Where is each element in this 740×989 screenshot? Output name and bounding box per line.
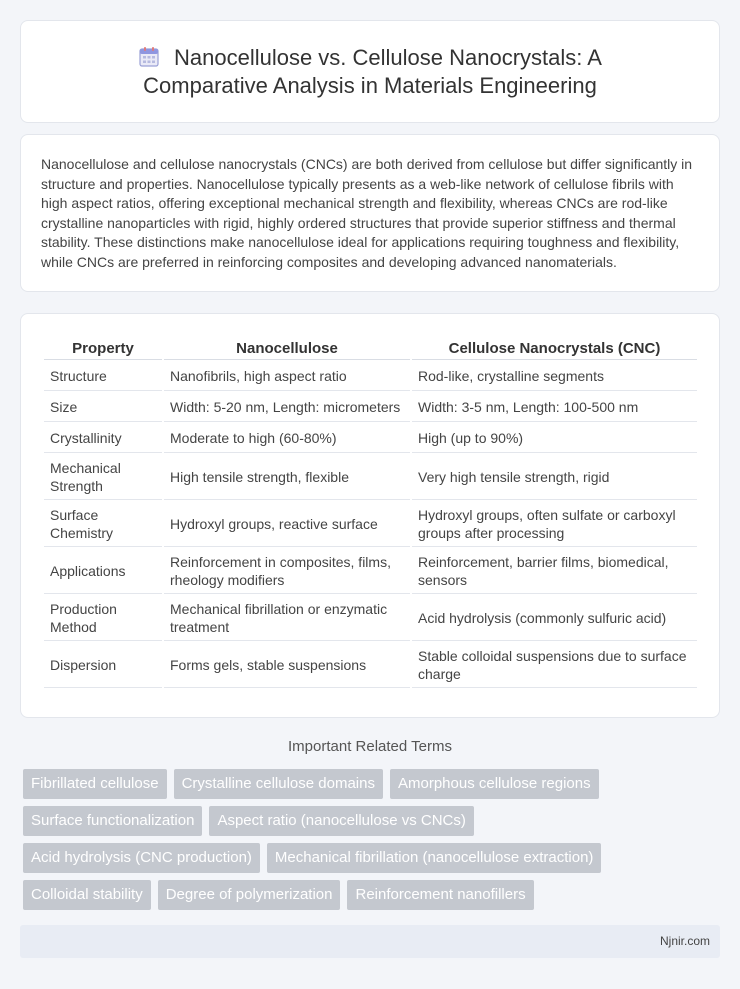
term-tag[interactable]: Acid hydrolysis (CNC production) [23,843,260,873]
comparison-table [42,333,699,690]
table-row [44,643,697,688]
term-tag[interactable]: Degree of polymerization [158,880,341,910]
column-header-cnc: Cellulose Nanocrystals (CNC) [412,335,697,360]
table-row [44,393,697,422]
cell-property: Production Method [44,596,162,641]
cell-property: Dispersion [44,643,162,688]
table-row [44,596,697,641]
cell-cnc: High (up to 90%) [412,424,697,453]
cell-cnc: Very high tensile strength, rigid [412,455,697,500]
cell-nanocellulose: Forms gels, stable suspensions [164,643,410,688]
cell-property: Size [44,393,162,422]
term-tag[interactable]: Colloidal stability [23,880,151,910]
comparison-table-card [20,313,720,718]
page-title-text: Nanocellulose vs. Cellulose Nanocrystals: A Comparative Analysis in Materials Engineering [143,44,602,98]
calendar-icon [138,46,160,68]
table-row [44,502,697,547]
cell-property: Applications [44,549,162,594]
term-tag[interactable]: Fibrillated cellulose [23,769,167,799]
cell-property: Structure [44,362,162,391]
cell-cnc: Hydroxyl groups, often sulfate or carboxyl groups after processing [412,502,697,547]
table-row [44,455,697,500]
cell-cnc: Width: 3-5 nm, Length: 100-500 nm [412,393,697,422]
column-header-property: Property [44,335,162,360]
page-title [81,44,659,100]
term-tag[interactable]: Reinforcement nanofillers [347,880,533,910]
term-row [23,843,723,873]
term-row [23,806,723,836]
footer-site-name[interactable]: Njnir.com [659,934,710,948]
cell-nanocellulose: Reinforcement in composites, films, rheology modifiers [164,549,410,594]
term-tag[interactable]: Aspect ratio (nanocellulose vs CNCs) [209,806,473,836]
term-row [23,880,723,910]
intro-paragraph: Nanocellulose and cellulose nanocrystals (CNCs) are both derived from cellulose but differ significantly in structure and properties. Nanocellulose typically presents as a web-like network of cellulose fibrils with high aspect ratios, offering exceptional mechanical strength and flexibility, whereas CNCs are rod-like crystalline nanoparticles with rigid, highly ordered structures that provide superior stiffness and thermal stability. These distinctions make nanocellulose ideal for applications requiring toughness and flexibility, while CNCs are preferred in reinforcing composites and developing advanced nanomaterials. [41,156,693,270]
term-tag[interactable]: Crystalline cellulose domains [174,769,383,799]
cell-nanocellulose: High tensile strength, flexible [164,455,410,500]
intro-card [20,134,720,292]
cell-nanocellulose: Width: 5-20 nm, Length: micrometers [164,393,410,422]
cell-property: Surface Chemistry [44,502,162,547]
cell-property: Crystallinity [44,424,162,453]
cell-cnc: Acid hydrolysis (commonly sulfuric acid) [412,596,697,641]
cell-cnc: Rod-like, crystalline segments [412,362,697,391]
table-row [44,362,697,391]
term-row [23,769,723,799]
cell-nanocellulose: Moderate to high (60-80%) [164,424,410,453]
cell-nanocellulose: Mechanical fibrillation or enzymatic treatment [164,596,410,641]
term-tag[interactable]: Mechanical fibrillation (nanocellulose extraction) [267,843,602,873]
related-terms-heading: Important Related Terms [288,738,452,755]
term-tag[interactable]: Amorphous cellulose regions [390,769,599,799]
table-header-row [44,335,697,360]
cell-property: Mechanical Strength [44,455,162,500]
column-header-nanocellulose: Nanocellulose [164,335,410,360]
cell-cnc: Stable colloidal suspensions due to surface charge [412,643,697,688]
title-card [20,20,720,123]
table-row [44,424,697,453]
cell-nanocellulose: Nanofibrils, high aspect ratio [164,362,410,391]
title-wrap [21,44,719,100]
related-terms-list [23,769,723,917]
footer [20,925,720,958]
cell-nanocellulose: Hydroxyl groups, reactive surface [164,502,410,547]
cell-cnc: Reinforcement, barrier films, biomedical, sensors [412,549,697,594]
term-tag[interactable]: Surface functionalization [23,806,202,836]
table-row [44,549,697,594]
